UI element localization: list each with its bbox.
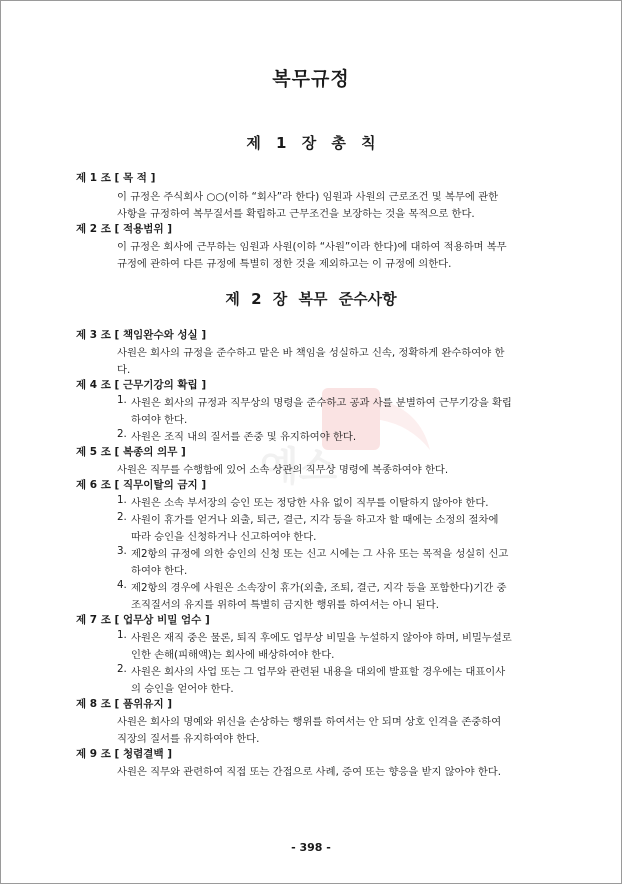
svg-text:예스: 예스: [260, 444, 338, 490]
article-2-heading: 제 2 조 [ 적용범위 ]: [76, 223, 173, 235]
article-1-line-2: 사항을 규정하여 복무질서를 확립하고 근무조건을 보장하는 것을 목적으로 한다.: [117, 208, 475, 220]
article-1-heading: 제 1 조 [ 목 적 ]: [76, 172, 156, 184]
chapter-2-title: 제 2 장 복무 준수사항: [225, 290, 397, 308]
article-9-line-1: 사원은 직무와 관련하여 직접 또는 간접으로 사례, 증여 또는 향응을 받지 않아야 한다.: [117, 766, 502, 778]
article-6-item-2-line-1: 사원이 휴가를 얻거나 외출, 퇴근, 결근, 지각 등을 하고자 할 때에는 소정의 절차에: [131, 514, 499, 526]
article-6-item-3-line-2: 하여야 한다.: [131, 565, 188, 577]
article-4-heading: 제 4 조 [ 근무기강의 확립 ]: [76, 379, 207, 391]
article-7-heading: 제 7 조 [ 업무상 비밀 엄수 ]: [76, 614, 210, 626]
article-6-item-2-line-2: 따라 승인을 신청하거나 신고하여야 한다.: [131, 531, 317, 543]
article-7-item-2-line-2: 의 승인을 얻어야 한다.: [131, 683, 234, 695]
article-6-item-3-number: 3.: [117, 545, 127, 557]
article-7-item-2-line-1: 사원은 회사의 사업 또는 그 업무와 관련된 내용을 대외에 발표할 경우에는 대표이사: [131, 666, 506, 678]
article-5-line-1: 사원은 직무를 수행함에 있어 소속 상관의 직무상 명령에 복종하여야 한다.: [117, 464, 449, 476]
article-4-item-2-number: 2.: [117, 428, 127, 440]
article-4-item-1-line-1: 사원은 회사의 규정과 직무상의 명령을 준수하고 공과 사를 분별하여 근무기강을 확립: [131, 397, 512, 409]
article-4-item-1-line-2: 하여야 한다.: [131, 414, 188, 426]
article-6-item-1-number: 1.: [117, 494, 127, 506]
chapter-1-title: 제 1 장 총 칙: [246, 134, 376, 152]
article-7-item-2-number: 2.: [117, 663, 127, 675]
article-8-line-1: 사원은 회사의 명예와 위신을 손상하는 행위를 하여서는 안 되며 상호 인격을 존중하여: [117, 716, 502, 728]
article-7-item-1-line-2: 인한 손해(피해액)는 회사에 배상하여야 한다.: [131, 649, 335, 661]
article-4-item-2-line-1: 사원은 조직 내의 질서를 존중 및 유지하여야 한다.: [131, 431, 357, 443]
article-3-line-1: 사원은 회사의 규정을 준수하고 맡은 바 책임을 성실하고 신속, 정확하게 완수하여야 한: [117, 347, 505, 359]
article-6-item-4-line-2: 조직질서의 유지를 위하여 특별히 금지한 행위를 하여서는 아니 된다.: [131, 599, 439, 611]
article-6-item-2-number: 2.: [117, 511, 127, 523]
article-9-heading: 제 9 조 [ 청렴결백 ]: [76, 748, 173, 760]
article-8-line-2: 직장의 질서를 유지하여야 한다.: [117, 733, 260, 745]
article-6-item-4-number: 4.: [117, 579, 127, 591]
article-6-item-1-line-1: 사원은 소속 부서장의 승인 또는 정당한 사유 없이 직무를 이탈하지 않아야 한다.: [131, 497, 489, 509]
article-1-line-1: 이 규정은 주식회사 ○○(이하 “회사”라 한다) 임원과 사원의 근로조건 및 복무에 관한: [117, 191, 499, 203]
article-8-heading: 제 8 조 [ 품위유지 ]: [76, 698, 173, 710]
article-6-item-4-line-1: 제2항의 경우에 사원은 소속장이 휴가(외출, 조퇴, 결근, 지각 등을 포함한다)기간 중: [131, 582, 507, 594]
article-4-item-1-number: 1.: [117, 394, 127, 406]
article-2-line-2: 규정에 관하여 다른 규정에 특별히 정한 것을 제외하고는 이 규정에 의한다.: [117, 258, 452, 270]
article-6-item-3-line-1: 제2항의 규정에 의한 승인의 신청 또는 신고 시에는 그 사유 또는 목적을 성실히 신고: [131, 548, 509, 560]
article-3-line-2: 다.: [117, 364, 131, 376]
article-7-item-1-number: 1.: [117, 629, 127, 641]
article-2-line-1: 이 규정은 회사에 근무하는 임원과 사원(이하 “사원”이라 한다)에 대하여 적용하며 복무: [117, 241, 507, 253]
article-6-heading: 제 6 조 [ 직무이탈의 금지 ]: [76, 479, 207, 491]
article-5-heading: 제 5 조 [ 복종의 의무 ]: [76, 446, 186, 458]
article-7-item-1-line-1: 사원은 재직 중은 물론, 퇴직 후에도 업무상 비밀을 누설하지 않아야 하며, 비밀누설로: [131, 632, 512, 644]
document-title: 복무규정: [272, 68, 350, 90]
article-3-heading: 제 3 조 [ 책임완수와 성실 ]: [76, 329, 207, 341]
page-number: - 398 -: [291, 841, 331, 854]
